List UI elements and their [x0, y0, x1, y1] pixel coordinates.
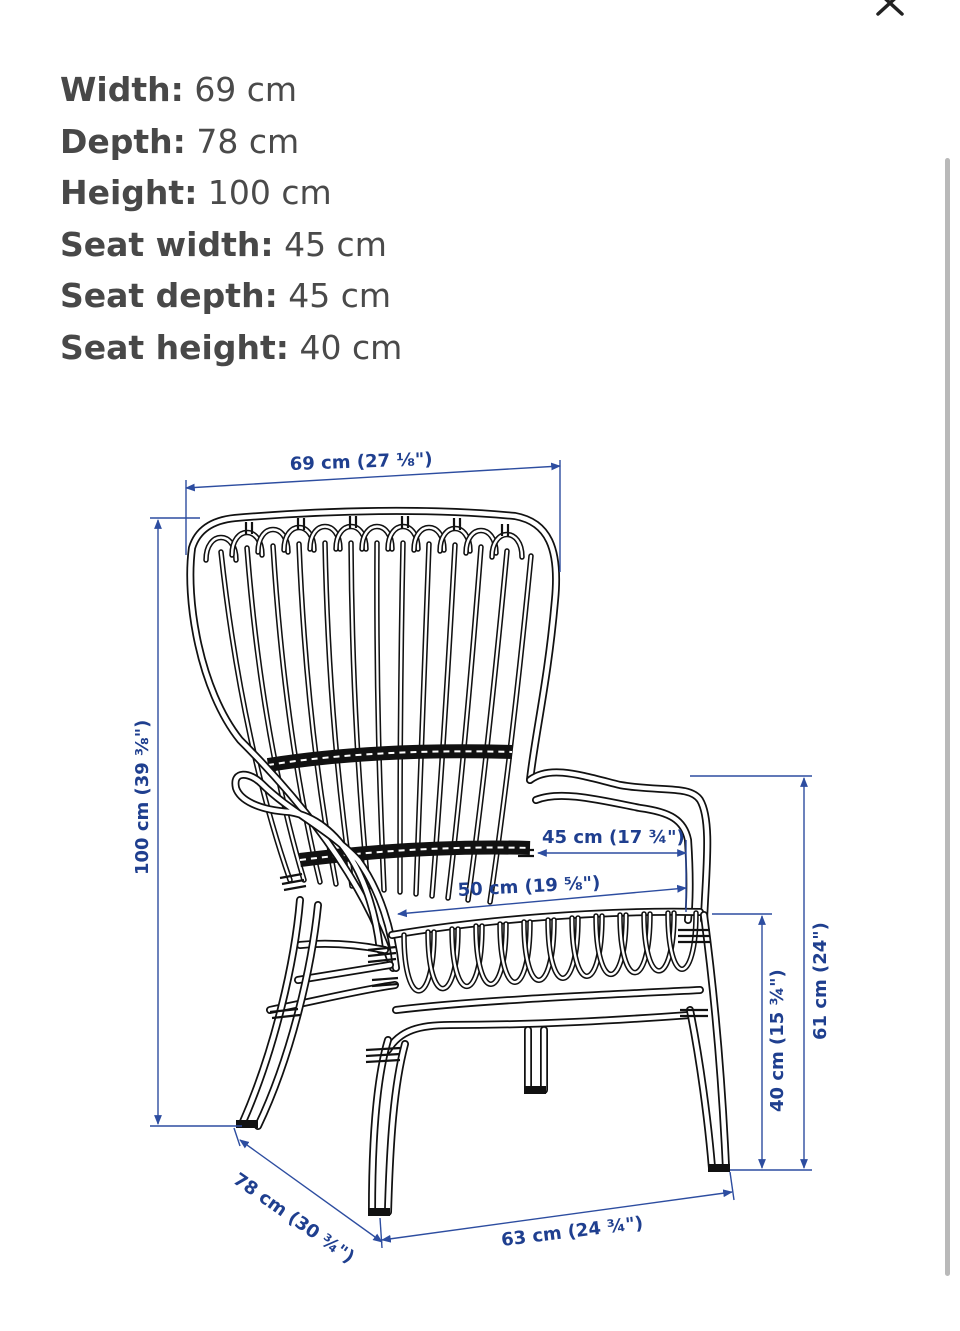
scrollbar[interactable] — [945, 158, 950, 1276]
spec-label: Seat depth: — [60, 276, 278, 316]
spec-label: Seat width: — [60, 224, 274, 264]
spec-value: 69 cm — [194, 70, 298, 109]
spec-value: 40 cm — [299, 327, 403, 367]
width-dimension-label: 69 cm (27 ⅛") — [289, 449, 433, 475]
spec-label: Seat height: — [60, 327, 289, 367]
spec-label: Height: — [60, 173, 198, 213]
spec-value: 78 cm — [196, 121, 300, 161]
chair-illustration — [190, 511, 730, 1216]
spec-label: Width: — [60, 70, 184, 109]
spec-value: 45 cm — [288, 276, 392, 316]
spec-value: 45 cm — [284, 224, 387, 264]
seat-width-dimension-label: 45 cm (17 ¾") — [542, 827, 685, 848]
depth-dimension-label: 78 cm (30 ¾") — [229, 1168, 359, 1269]
front-width-dimension-label: 63 cm (24 ¾") — [500, 1212, 645, 1251]
seat-height-dimension-label: 40 cm (15 ¾") — [767, 969, 788, 1112]
spec-label: Depth: — [60, 121, 186, 161]
height-dimension-label: 100 cm (39 ⅜") — [132, 719, 153, 875]
seat-depth-dimension-label: 50 cm (19 ⅝") — [457, 872, 601, 901]
arm-height-dimension-label: 61 cm (24") — [810, 922, 831, 1040]
spec-value: 100 cm — [207, 173, 332, 213]
